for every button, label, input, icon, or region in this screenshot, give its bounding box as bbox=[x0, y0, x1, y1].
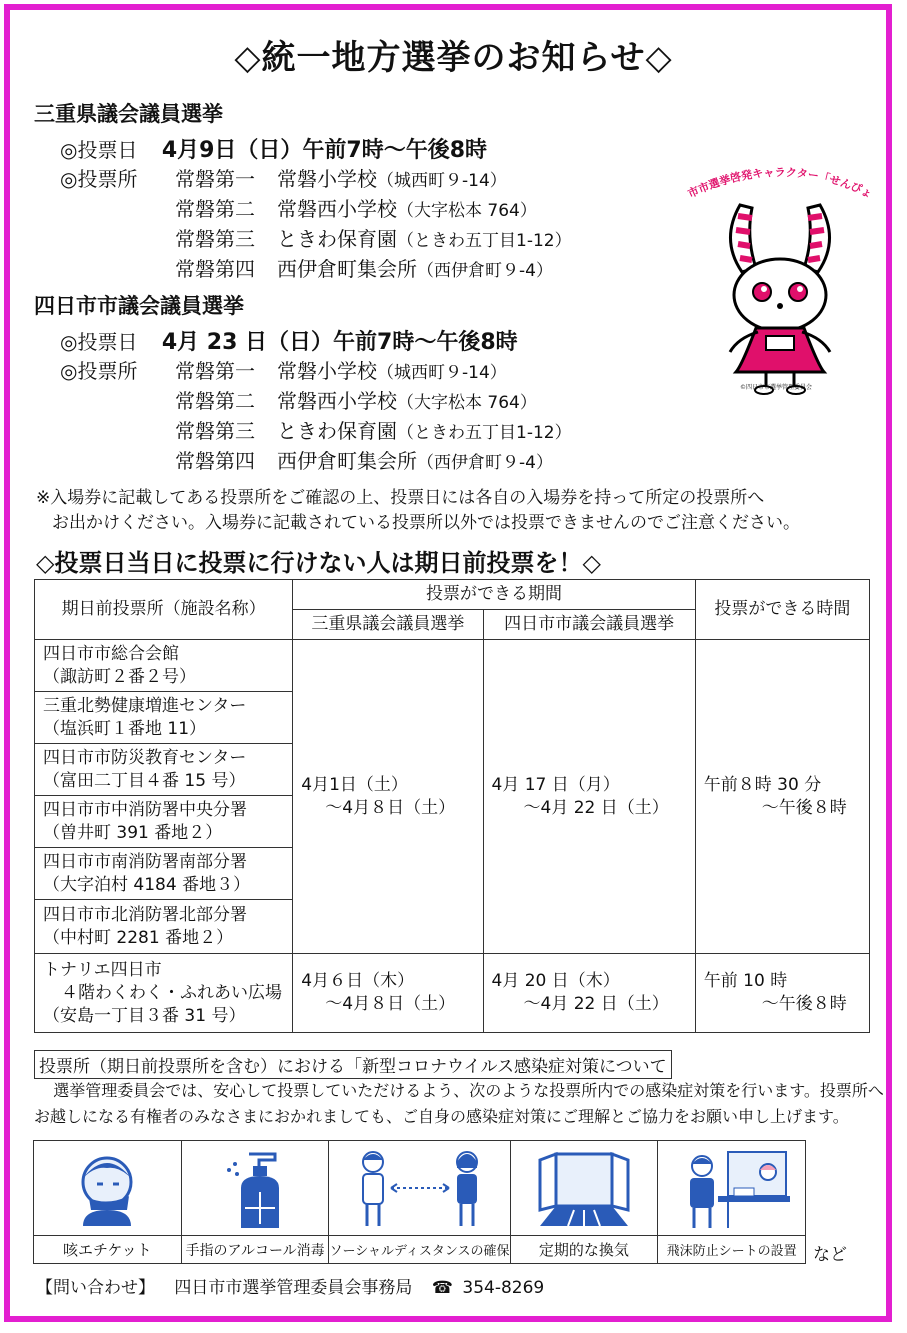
district: 常磐第二 bbox=[175, 197, 255, 221]
place-address: （城西町９-14） bbox=[377, 171, 507, 191]
measure-alcohol bbox=[182, 1141, 330, 1263]
period-to: ～4月８日（土） bbox=[325, 797, 456, 818]
place-name: 常磐西小学校 bbox=[277, 197, 397, 221]
district: 常磐第一 bbox=[175, 359, 255, 383]
col-facility-header: 期日前投票所（施設名称） bbox=[35, 580, 293, 640]
mie-date-label: ◎投票日 bbox=[60, 138, 138, 162]
period-from: 4月1日（土） bbox=[301, 774, 408, 795]
place-address: （大字松本 764） bbox=[397, 393, 537, 413]
place-name: ときわ保育園 bbox=[277, 227, 397, 251]
district: 常磐第二 bbox=[175, 389, 255, 413]
phone-icon: ☎ bbox=[431, 1278, 453, 1298]
mie-place-label: ◎投票所 bbox=[60, 167, 138, 191]
mascot-credit: ©四日市市選挙管理委員会 bbox=[740, 384, 813, 391]
city-place-row bbox=[175, 385, 537, 414]
facility-address: （大字泊村 4184 番地３） bbox=[43, 874, 251, 895]
facility-address: （中村町 2281 番地２） bbox=[43, 927, 234, 948]
facility-name: 三重北勢健康増進センター bbox=[43, 695, 247, 716]
period-from: 4月６日（木） bbox=[301, 971, 415, 991]
col-city-header: 四日市市議会議員選挙 bbox=[483, 610, 695, 640]
droplet-shield-icon bbox=[672, 1146, 792, 1230]
place-address: （ときわ五丁目1-12） bbox=[397, 423, 572, 443]
facility-address: （諏訪町２番２号） bbox=[43, 666, 196, 687]
city-date-value: 4月 23 日（日）午前7時～午後8時 bbox=[161, 330, 518, 355]
mie-date-line bbox=[60, 133, 487, 164]
mie-place-row bbox=[175, 223, 572, 252]
place-address: （西伊倉町９-4） bbox=[417, 453, 553, 473]
place-name: 常磐小学校 bbox=[277, 167, 377, 191]
period-to: ～4月 22 日（土） bbox=[523, 797, 669, 818]
city-place-row bbox=[175, 445, 553, 474]
facility-name: 四日市市南消防署南部分署 bbox=[43, 851, 247, 872]
social-distance-icon bbox=[355, 1146, 485, 1230]
time-from: 午前８時 30 分 bbox=[703, 774, 822, 795]
time-to: ～午後８時 bbox=[761, 994, 847, 1014]
district: 常磐第四 bbox=[175, 449, 255, 473]
measure-label: 手指のアルコール消毒 bbox=[185, 1242, 325, 1259]
facility-address: （塩浜町１番地 11） bbox=[43, 718, 207, 739]
mascot-senpyon bbox=[680, 160, 880, 400]
facility-name: 四日市市防災教育センター bbox=[43, 747, 247, 768]
facility-name: 四日市市北消防署北部分署 bbox=[43, 904, 247, 925]
facility-subname: ４階わくわく・ふれあい広場 bbox=[61, 982, 282, 1003]
period-from: 4月 17 日（月） bbox=[491, 774, 620, 795]
corona-text: 選挙管理委員会では、安心して投票していただけるよう、次のような投票所内での感染症対策を行います。投票所へお越しになる有権者のみなさまにおかれましても、ご自身の感染症対策にご理解とご協力をお願い申し上げます。 bbox=[34, 1081, 884, 1126]
measures-strip bbox=[33, 1140, 806, 1264]
period-to: ～4月 22 日（土） bbox=[523, 994, 669, 1014]
mie-place-row bbox=[175, 253, 553, 282]
facility-cell bbox=[35, 744, 293, 796]
facility-cell bbox=[35, 796, 293, 848]
facility-address: （曽井町 391 番地２） bbox=[43, 822, 223, 843]
facility-address: （富田二丁目４番 15 号） bbox=[43, 770, 246, 791]
mie-period-cell bbox=[293, 954, 483, 1033]
city-date-line bbox=[60, 325, 518, 356]
city-place-row bbox=[175, 355, 507, 384]
city-period-cell bbox=[483, 640, 695, 954]
measure-social-distance bbox=[329, 1141, 510, 1263]
place-address: （西伊倉町９-4） bbox=[417, 261, 553, 281]
mie-date-value: 4月9日（日）午前7時～午後8時 bbox=[161, 138, 488, 163]
measures-etc: など bbox=[813, 1245, 847, 1265]
place-name: 常磐小学校 bbox=[277, 359, 377, 383]
col-mie-header: 三重県議会議員選挙 bbox=[293, 610, 483, 640]
place-name: 常磐西小学校 bbox=[277, 389, 397, 413]
measure-label: 定期的な換気 bbox=[538, 1241, 629, 1259]
mie-election-heading: 三重県議会議員選挙 bbox=[34, 102, 223, 126]
measure-label: 咳エチケット bbox=[63, 1241, 152, 1259]
corona-heading: 投票所（期日前投票所を含む）における「新型コロナウイルス感染症対策について bbox=[34, 1050, 672, 1079]
mie-period-cell bbox=[293, 640, 483, 954]
open-window-icon bbox=[534, 1148, 634, 1228]
place-address: （大字松本 764） bbox=[397, 201, 537, 221]
early-voting-table bbox=[34, 579, 870, 1033]
facility-name: 四日市市中消防署中央分署 bbox=[43, 799, 247, 820]
measure-label: ソーシャルディスタンスの確保 bbox=[329, 1244, 510, 1259]
measure-label: 飛沫防止シートの設置 bbox=[666, 1244, 797, 1259]
measure-cough-etiquette bbox=[34, 1141, 182, 1263]
early-voting-heading: ◇投票日当日に投票に行けない人は期日前投票を！◇ bbox=[36, 549, 601, 577]
district: 常磐第三 bbox=[175, 419, 255, 443]
district: 常磐第一 bbox=[175, 167, 255, 191]
time-cell bbox=[695, 954, 869, 1033]
city-place-row bbox=[175, 415, 572, 444]
time-cell bbox=[695, 640, 869, 954]
period-to: ～4月８日（土） bbox=[325, 994, 456, 1014]
facility-address: （安島一丁目３番 31 号） bbox=[43, 1005, 246, 1026]
mie-place-row bbox=[175, 163, 507, 192]
place-name: 西伊倉町集会所 bbox=[277, 449, 417, 473]
cough-etiquette-icon bbox=[67, 1148, 147, 1228]
place-address: （城西町９-14） bbox=[377, 363, 507, 383]
notice-line-2: お出かけください。入場券に記載されている投票所以外では投票できませんのでご注意ください。 bbox=[52, 513, 800, 533]
city-date-label: ◎投票日 bbox=[60, 330, 138, 354]
facility-cell bbox=[35, 640, 293, 692]
rabbit-mascot-icon bbox=[680, 160, 880, 400]
time-to: ～午後８時 bbox=[761, 797, 847, 818]
facility-name: トナリエ四日市 bbox=[43, 959, 162, 980]
contact-phone[interactable]: 354-8269 bbox=[462, 1278, 545, 1298]
contact-label: 【問い合わせ】 bbox=[36, 1278, 155, 1298]
notice-line-1: ※入場券に記載してある投票所をご確認の上、投票日には各自の入場券を持って所定の投票所へ bbox=[36, 488, 765, 508]
period-from: 4月 20 日（木） bbox=[491, 971, 620, 991]
facility-name: 四日市市総合会館 bbox=[43, 643, 179, 664]
mie-place-row bbox=[175, 193, 537, 222]
measure-droplet-sheet bbox=[658, 1141, 805, 1263]
city-place-label: ◎投票所 bbox=[60, 359, 138, 383]
facility-cell bbox=[35, 692, 293, 744]
district: 常磐第三 bbox=[175, 227, 255, 251]
mascot-caption: 市市選挙啓発キャラクター「せんぴょ bbox=[685, 165, 875, 201]
district: 常磐第四 bbox=[175, 257, 255, 281]
city-period-cell bbox=[483, 954, 695, 1033]
facility-cell-tonarie bbox=[35, 954, 293, 1033]
page-title: ◇統一地方選挙のお知らせ◇ bbox=[234, 38, 673, 78]
facility-cell bbox=[35, 848, 293, 900]
place-name: 西伊倉町集会所 bbox=[277, 257, 417, 281]
col-time-header: 投票ができる時間 bbox=[695, 580, 869, 640]
contact-organization: 四日市市選挙管理委員会事務局 bbox=[174, 1278, 413, 1298]
city-election-heading: 四日市市議会議員選挙 bbox=[34, 294, 244, 318]
time-from: 午前 10 時 bbox=[703, 971, 788, 991]
sanitizer-bottle-icon bbox=[215, 1146, 295, 1230]
col-period-header: 投票ができる期間 bbox=[293, 580, 695, 610]
contact-line bbox=[36, 1273, 544, 1298]
facility-cell bbox=[35, 900, 293, 954]
place-name: ときわ保育園 bbox=[277, 419, 397, 443]
place-address: （ときわ五丁目1-12） bbox=[397, 231, 572, 251]
measure-ventilation bbox=[511, 1141, 659, 1263]
